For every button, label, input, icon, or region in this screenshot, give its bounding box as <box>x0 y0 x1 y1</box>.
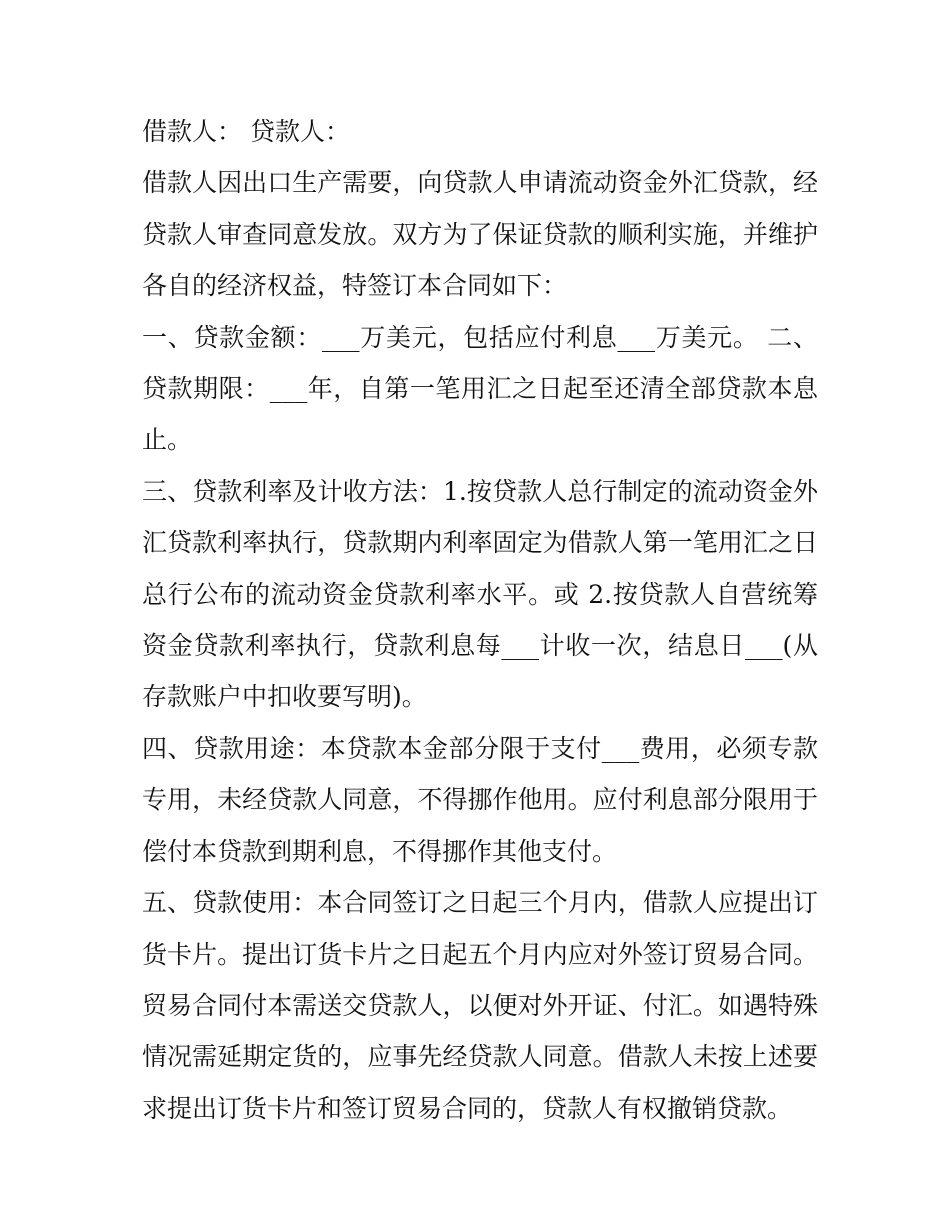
clause-amount-and-term: 一、贷款金额：___万美元，包括应付利息___万美元。 二、贷款期限：___年，自第一笔用汇之日起至还清全部贷款本息止。 <box>142 322 818 455</box>
clause-interest-rate: 三、贷款利率及计收方法：1.按贷款人总行制定的流动资金外汇贷款利率执行，贷款期内利率固定为借款人第一笔用汇之日总行公布的流动资金贷款利率水平。或 2.按贷款人自营统筹资金贷款利率执行，贷款利息每___计收一次，结息日___(从存款账户中扣收要写明)。 <box>142 476 818 712</box>
preamble-paragraph: 借款人因出口生产需要，向贷款人申请流动资金外汇贷款，经贷款人审查同意发放。双方为了保证贷款的顺利实施，并维护各自的经济权益，特签订本合同如下： <box>142 168 818 301</box>
parties-line: 借款人： 贷款人： <box>142 117 350 146</box>
clause-loan-purpose: 四、贷款用途：本贷款本金部分限于支付___费用，必须专款专用，未经贷款人同意，不得挪作他用。应付利息部分限用于偿付本贷款到期利息，不得挪作其他支付。 <box>142 733 818 866</box>
clause-loan-usage: 五、贷款使用：本合同签订之日起三个月内，借款人应提出订货卡片。提出订货卡片之日起五个月内应对外签订贸易合同。贸易合同付本需送交贷款人，以便对外开证、付汇。如遇特殊情况需延期定货的，应事先经贷款人同意。借款人未按上述要求提出订货卡片和签订贸易合同的，贷款人有权撤销贷款。 <box>142 888 818 1123</box>
document-page <box>142 106 818 1134</box>
